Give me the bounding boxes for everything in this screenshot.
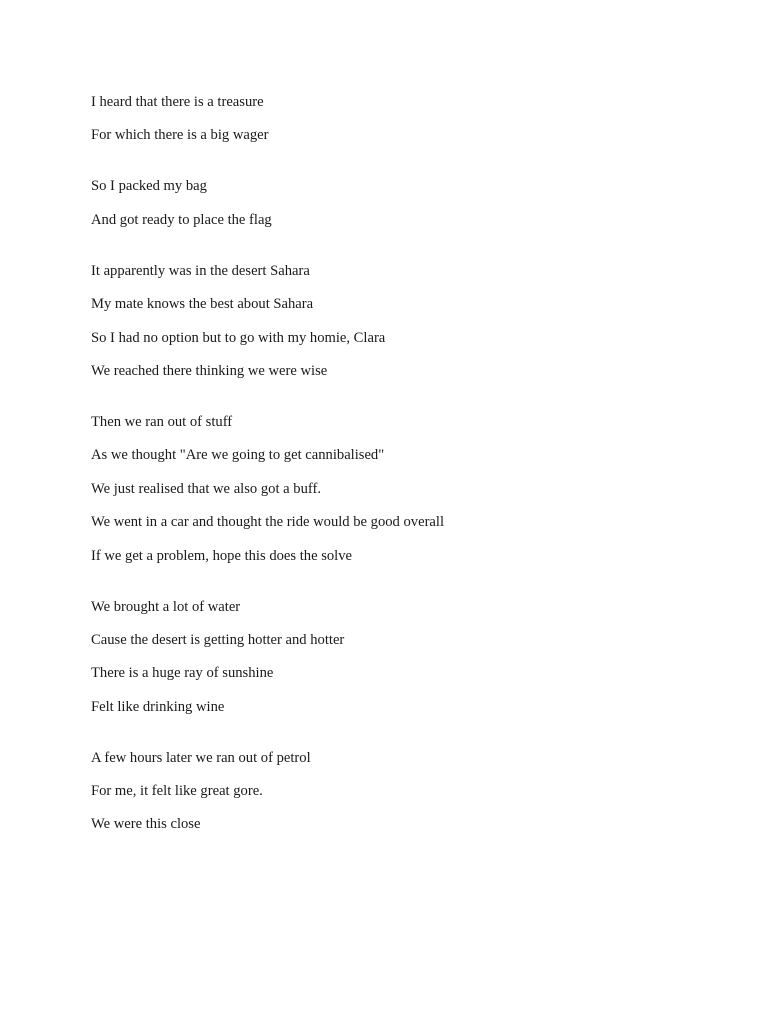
poem-line: Felt like drinking wine bbox=[91, 698, 225, 715]
poem-line: As we thought "Are we going to get cannibalised" bbox=[91, 447, 385, 464]
stanza-6 bbox=[91, 749, 691, 834]
poem-line: For which there is a big wager bbox=[91, 127, 269, 144]
poem-line: We were this close bbox=[91, 816, 201, 833]
poem-line: My mate knows the best about Sahara bbox=[91, 296, 314, 313]
poem-body bbox=[91, 93, 691, 866]
poem-line: If we get a problem, hope this does the solve bbox=[91, 547, 352, 564]
poem-line: There is a huge ray of sunshine bbox=[91, 665, 274, 682]
poem-line: We just realised that we also got a buff. bbox=[91, 480, 321, 497]
stanza-1 bbox=[91, 93, 691, 144]
poem-line: A few hours later we ran out of petrol bbox=[91, 749, 311, 766]
stanza-3 bbox=[91, 262, 691, 380]
poem-line: We went in a car and thought the ride would be good overall bbox=[91, 514, 445, 531]
poem-line: It apparently was in the desert Sahara bbox=[91, 262, 310, 279]
stanza-5 bbox=[91, 598, 691, 716]
poem-line: So I packed my bag bbox=[91, 178, 207, 195]
poem-line: Cause the desert is getting hotter and hotter bbox=[91, 631, 345, 648]
poem-line: We brought a lot of water bbox=[91, 598, 241, 615]
poem-line: And got ready to place the flag bbox=[91, 211, 272, 228]
poem-line: Then we ran out of stuff bbox=[91, 413, 233, 430]
poem-line: So I had no option but to go with my homie, Clara bbox=[91, 329, 386, 346]
poem-line: For me, it felt like great gore. bbox=[91, 783, 263, 800]
poem-line: I heard that there is a treasure bbox=[91, 94, 264, 110]
stanza-2 bbox=[91, 177, 691, 228]
poem-line: We reached there thinking we were wise bbox=[91, 362, 328, 379]
stanza-4 bbox=[91, 413, 691, 565]
